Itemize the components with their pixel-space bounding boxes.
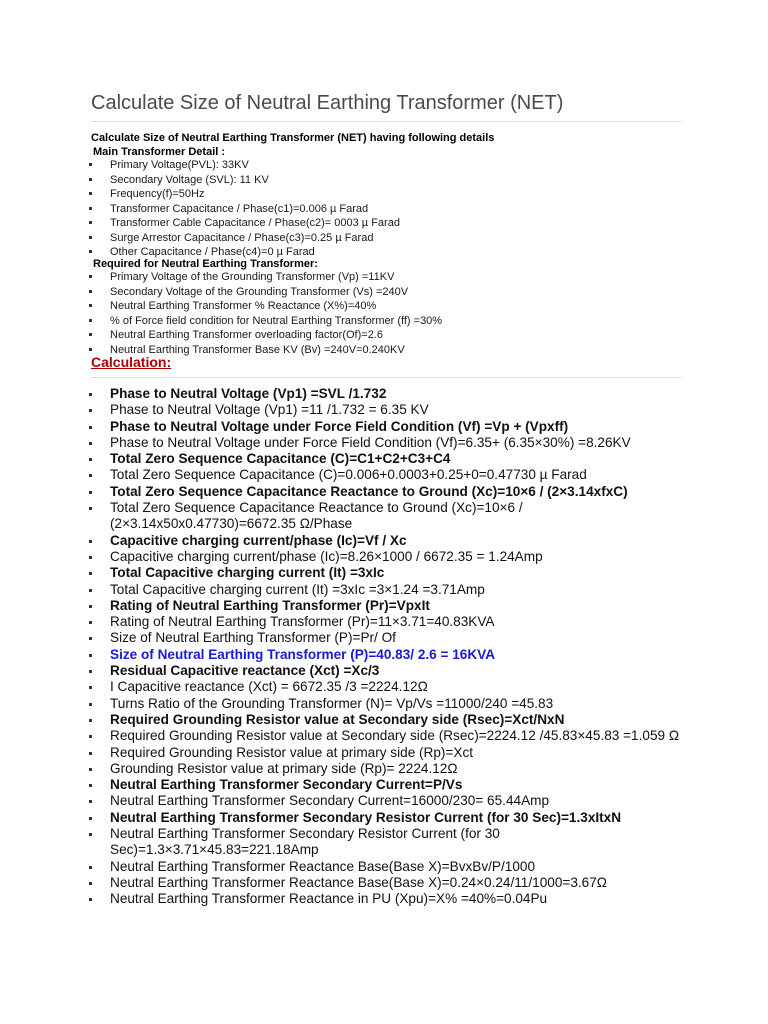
calc-item: Neutral Earthing Transformer Reactance Base(Base X)=0.24×0.24/11/1000=3.67Ω bbox=[0, 875, 740, 891]
formula-item: Phase to Neutral Voltage under Force Field Condition (Vf) =Vp + (Vpxff) bbox=[0, 419, 740, 435]
formula-item: Residual Capacitive reactance (Xct) =Xc/3 bbox=[0, 663, 740, 679]
calc-item: Total Zero Sequence Capacitance (C)=0.006+0.0003+0.25+0=0.47730 µ Farad bbox=[0, 467, 740, 483]
list-item: Surge Arrestor Capacitance / Phase(c3)=0.25 µ Farad bbox=[0, 231, 400, 246]
required-list bbox=[0, 270, 442, 357]
list-item: Neutral Earthing Transformer overloading factor(Of)=2.6 bbox=[0, 328, 442, 343]
list-item: Other Capacitance / Phase(c4)=0 µ Farad bbox=[0, 245, 400, 260]
calc-item: Size of Neutral Earthing Transformer (P)=Pr/ Of bbox=[0, 630, 740, 646]
calc-item: Neutral Earthing Transformer Reactance Base(Base X)=BvxBv/P/1000 bbox=[0, 859, 740, 875]
calc-item: Neutral Earthing Transformer Reactance in PU (Xpu)=X% =40%=0.04Pu bbox=[0, 891, 740, 907]
formula-item: Total Capacitive charging current (It) =3xIc bbox=[0, 565, 740, 581]
calculation-heading: Calculation: bbox=[91, 354, 172, 370]
main-detail-list bbox=[0, 158, 400, 260]
list-item: Secondary Voltage of the Grounding Transformer (Vs) =240V bbox=[0, 285, 442, 300]
calc-item: Total Zero Sequence Capacitance Reactance to Ground (Xc)=10×6 / (2×3.14x50x0.47730)=6672.35 Ω/Phase bbox=[0, 500, 710, 533]
calculation-divider bbox=[91, 377, 682, 378]
formula-item: Neutral Earthing Transformer Secondary Current=P/Vs bbox=[0, 777, 740, 793]
calc-item: Total Capacitive charging current (It) =3xIc =3×1.24 =3.71Amp bbox=[0, 582, 740, 598]
page-title: Calculate Size of Neutral Earthing Transformer (NET) bbox=[91, 92, 564, 114]
list-item: Secondary Voltage (SVL): 11 KV bbox=[0, 173, 400, 188]
calc-item: I Capacitive reactance (Xct) = 6672.35 /3 =2224.12Ω bbox=[0, 679, 740, 695]
calculation-list bbox=[0, 386, 740, 908]
calc-item: Turns Ratio of the Grounding Transformer (N)= Vp/Vs =11000/240 =45.83 bbox=[0, 696, 740, 712]
formula-item: Capacitive charging current/phase (Ic)=Vf / Xc bbox=[0, 533, 740, 549]
formula-item: Phase to Neutral Voltage (Vp1) =SVL /1.732 bbox=[0, 386, 740, 402]
main-detail-heading: Main Transformer Detail : bbox=[93, 146, 226, 158]
list-item: Neutral Earthing Transformer % Reactance (X%)=40% bbox=[0, 299, 442, 314]
formula-item: Required Grounding Resistor value at Secondary side (Rsec)=Xct/NxN bbox=[0, 712, 740, 728]
calc-item: Neutral Earthing Transformer Secondary Resistor Current (for 30 Sec)=1.3×3.71×45.83=221.18Amp bbox=[0, 826, 510, 859]
list-item: % of Force field condition for Neutral Earthing Transformer (ff) =30% bbox=[0, 314, 442, 329]
list-item: Transformer Cable Capacitance / Phase(c2)= 0003 µ Farad bbox=[0, 216, 400, 231]
calc-item: Neutral Earthing Transformer Secondary Current=16000/230= 65.44Amp bbox=[0, 793, 740, 809]
calc-item: Phase to Neutral Voltage under Force Field Condition (Vf)=6.35+ (6.35×30%) =8.26KV bbox=[0, 435, 740, 451]
calc-item: Rating of Neutral Earthing Transformer (Pr)=11×3.71=40.83KVA bbox=[0, 614, 740, 630]
required-heading: Required for Neutral Earthing Transformer: bbox=[93, 258, 318, 270]
list-item: Frequency(f)=50Hz bbox=[0, 187, 400, 202]
formula-item: Total Zero Sequence Capacitance (C)=C1+C2+C3+C4 bbox=[0, 451, 740, 467]
list-item: Neutral Earthing Transformer Base KV (Bv) =240V=0.240KV bbox=[0, 343, 442, 358]
calc-item: Capacitive charging current/phase (Ic)=8.26×1000 / 6672.35 = 1.24Amp bbox=[0, 549, 740, 565]
list-item: Primary Voltage(PVL): 33KV bbox=[0, 158, 400, 173]
list-item: Primary Voltage of the Grounding Transformer (Vp) =11KV bbox=[0, 270, 442, 285]
calc-item: Phase to Neutral Voltage (Vp1) =11 /1.732 = 6.35 KV bbox=[0, 402, 740, 418]
intro-text: Calculate Size of Neutral Earthing Transformer (NET) having following details bbox=[91, 132, 495, 144]
list-item: Transformer Capacitance / Phase(c1)=0.006 µ Farad bbox=[0, 202, 400, 217]
formula-item: Neutral Earthing Transformer Secondary Resistor Current (for 30 Sec)=1.3xItxN bbox=[0, 810, 740, 826]
calc-item: Grounding Resistor value at primary side (Rp)= 2224.12Ω bbox=[0, 761, 740, 777]
formula-item: Rating of Neutral Earthing Transformer (Pr)=VpxIt bbox=[0, 598, 740, 614]
net-size-result: Size of Neutral Earthing Transformer (P)=40.83/ 2.6 = 16KVA bbox=[0, 647, 740, 663]
formula-item: Total Zero Sequence Capacitance Reactance to Ground (Xc)=10×6 / (2×3.14xfxC) bbox=[0, 484, 740, 500]
calc-item: Required Grounding Resistor value at Secondary side (Rsec)=2224.12 /45.83×45.83 =1.059 Ω bbox=[0, 728, 710, 744]
calc-item: Required Grounding Resistor value at primary side (Rp)=Xct bbox=[0, 745, 740, 761]
title-divider bbox=[91, 121, 682, 122]
